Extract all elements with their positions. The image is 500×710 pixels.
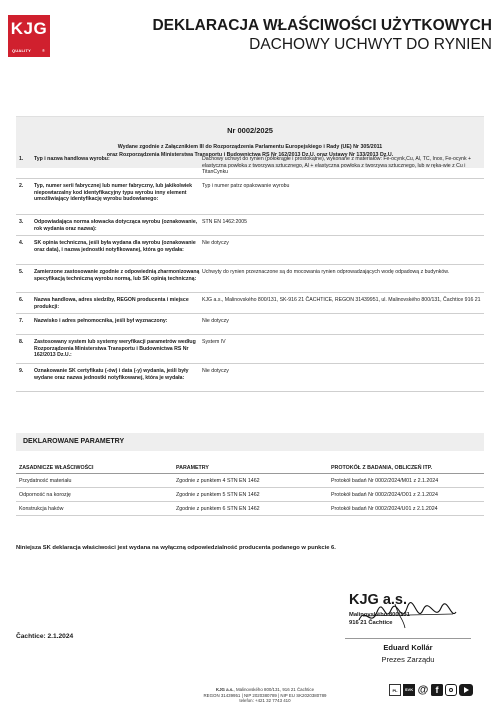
- item-question: Nazwisko i adres pełnomocnika, jeśli był wyznaczony:: [34, 318, 168, 324]
- table-row: [16, 215, 484, 236]
- item-answer: Typ i numer patrz opakowanie wyrobu: [202, 183, 290, 189]
- table-cell: Konstrukcja haków: [19, 506, 64, 512]
- logo-registered-mark: ®: [42, 48, 45, 53]
- table-cell: Zgodnie z punktem 4 STN EN 1462: [176, 478, 260, 484]
- handwritten-signature: [355, 598, 460, 634]
- section-title: DEKLAROWANE PARAMETRY: [23, 438, 125, 445]
- table-cell: Zgodnie z punktem 6 STN EN 1462: [176, 506, 260, 512]
- responsibility-statement: Niniejsza SK deklaracja właściwości jest wydana na wyłączną odpowiedzialność producenta podanego w punkcie 6.: [16, 545, 336, 551]
- table-row: [16, 364, 484, 392]
- signer-role: Prezes Zarządu: [381, 655, 435, 664]
- footer-company: KJG a.s.: [215, 687, 234, 692]
- item-number: 3.: [19, 219, 24, 225]
- item-question: Typ i nazwa handlowa wyrobu:: [34, 156, 110, 162]
- item-number: 7.: [19, 318, 24, 324]
- table-header-row: [16, 461, 484, 474]
- table-row: [16, 179, 484, 215]
- legal-basis-line-1: Wydane zgodnie z Załącznikiem III do Rozporządzenia Parlamentu Europejskiego i Rady (UE) Nr 305/2011: [117, 144, 383, 150]
- item-number: 4.: [19, 240, 24, 246]
- youtube-icon[interactable]: [459, 684, 473, 696]
- item-question: Zamierzone zastosowanie zgodnie z odpowiednią zharmonizowaną specyfikacją techniczną wyrobu normą, lub SK opinią techniczną:: [34, 269, 200, 282]
- place-and-date: Čachtice: 2.1.2024: [16, 633, 74, 640]
- column-header: PARAMETRY: [176, 465, 209, 471]
- document-title: DEKLARACJA WŁAŚCIWOŚCI UŻYTKOWYCH: [152, 17, 492, 34]
- logo-brand: KJG: [10, 19, 48, 38]
- footer-phone-line: telefon: +421 32 7743 410: [239, 698, 291, 704]
- item-question: Zastosowany system lub systemy weryfikacji parametrów według Rozporządzenia Ministerstwa Transportu i Budownictwa RS Nr 162/2013 Dz.U.:: [34, 339, 196, 359]
- signer-name: Eduard Kollár: [383, 643, 433, 652]
- item-number: 2.: [19, 183, 24, 189]
- company-logo: [8, 15, 50, 57]
- footer-registration-line: REGON 31439951 | NIP 2020380789 | NIP EU SK2020380789: [203, 692, 327, 698]
- pl-flag-icon[interactable]: PL: [389, 684, 401, 696]
- stamp-address-line-2: 916 21 Čachtice: [349, 620, 393, 626]
- document-subtitle: DACHOWY UCHWYT DO RYNIEN: [249, 36, 492, 53]
- instagram-icon[interactable]: [445, 684, 457, 696]
- item-question: Odpowiadająca norma słowacka dotycząca wyrobu (oznakowanie, rok wydania oraz nazwa):: [34, 219, 198, 232]
- declaration-number: Nr 0002/2025: [227, 126, 273, 135]
- table-cell: Przydatność materiału: [19, 478, 72, 484]
- item-question: Nazwa handlowa, adres siedziby, REGON producenta i miejsce produkcji:: [34, 297, 189, 310]
- table-row: [16, 236, 484, 265]
- table-cell: Protokół badań Nr 0002/2024/O01 z 2.1.2024: [331, 492, 438, 498]
- item-question: Oznakowanie SK certyfikatu (-ów) i data (-y) wydania, jeśli były wydane oraz nazwa jednostki notyfikowanej, która je wydała:: [34, 368, 189, 381]
- item-answer: KJG a.s., Malinovského 800/131, SK-916 21 ČACHTICE, REGON 31439951, ul. Malinovského 800/131, Čachtice 916 21: [202, 297, 481, 303]
- item-question: SK opinia techniczna, jeśli była wydana dla wyrobu (oznakowanie oraz data), i nazwa jednostki notyfikowanej, która go wydała:: [34, 240, 196, 253]
- table-row: [16, 314, 484, 335]
- email-icon[interactable]: @: [417, 684, 429, 696]
- facebook-icon[interactable]: f: [431, 684, 443, 696]
- page-footer: [150, 687, 380, 704]
- item-answer: Nie dotyczy: [202, 240, 229, 246]
- table-row: [16, 488, 484, 502]
- item-number: 9.: [19, 368, 24, 374]
- signature-line: [345, 638, 471, 639]
- legal-basis-line-2: oraz Rozporządzenia Ministerstwa Transportu i Budownictwa RS Nr 162/2013 Dz.U. oraz Ustawy Nr 133/2013 Dz.U.: [106, 152, 394, 158]
- table-row: [16, 502, 484, 516]
- table-row: [16, 335, 484, 364]
- item-answer: Nie dotyczy: [202, 368, 229, 374]
- item-answer: Dachowy uchwyt do rynien (półokrągłe i prostokątne), wykonane z materiałów: Fe-ocynk,Cu, Al, TC, Inox, Fe-ocynk + elastyczna powłoka z tworzywa sztucznego, Al + elastyczna powłoka z tworzywa sztucznego, lub w ręka-wie z Cu i TitanCynku: [202, 156, 472, 176]
- table-row: [16, 265, 484, 293]
- item-answer: Nie dotyczy: [202, 318, 229, 324]
- item-number: 1.: [19, 156, 24, 162]
- declaration-items-table: [16, 152, 484, 392]
- item-question: Typ, numer serii fabrycznej lub numer fabryczny, lub jakikolwiek niepowtarzalny kod identyfikacyjny typu wyrobu inny element umożliwiający identyfikację wyrobu budowlanego:: [34, 183, 193, 203]
- item-answer: Uchwyty do rynien przeznaczone są do mocowania rynien odprowadzających wodę odpadową z budynków.: [202, 269, 450, 275]
- table-row: [16, 474, 484, 488]
- column-header: PROTOKÓŁ Z BADANIA, OBLICZEŃ ITP.: [331, 465, 433, 471]
- footer-address: , Malinovského 800/131, 916 21 Čachtice: [233, 687, 315, 692]
- table-row: [16, 152, 484, 179]
- table-cell: Zgodnie z punktem 5 STN EN 1462: [176, 492, 260, 498]
- column-header: ZASADNICZE WŁAŚCIWOŚCI: [19, 465, 94, 471]
- item-number: 8.: [19, 339, 24, 345]
- declared-parameters-header: [16, 433, 484, 451]
- logo-tagline: QUALITY: [12, 48, 31, 53]
- table-cell: Protokół badań Nr 0002/2024/M01 z 2.1.2024: [331, 478, 439, 484]
- item-answer: System IV: [202, 339, 226, 345]
- item-number: 5.: [19, 269, 24, 275]
- table-cell: Protokół badań Nr 0002/2024/U01 z 2.1.2024: [331, 506, 438, 512]
- stamp-address-line-1: Malinovského 800/131: [349, 612, 410, 618]
- item-number: 6.: [19, 297, 24, 303]
- table-row: [16, 293, 484, 314]
- sk-flag-icon[interactable]: SVK: [403, 684, 415, 696]
- declared-parameters-table: [16, 461, 484, 516]
- table-cell: Odporność na korozję: [19, 492, 71, 498]
- item-answer: STN EN 1462:2005: [202, 219, 247, 225]
- company-stamp: KJG a.s.: [349, 592, 408, 608]
